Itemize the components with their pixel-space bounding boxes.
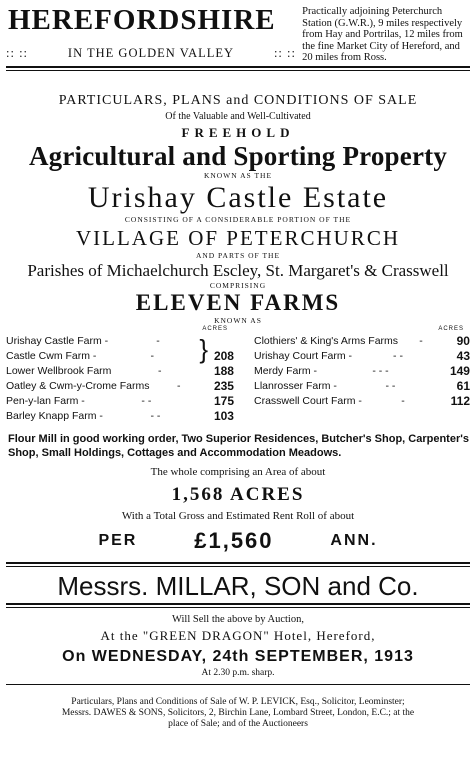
farm-name: Pen-y-lan Farm -: [6, 395, 85, 407]
farm-acres: 61: [456, 379, 470, 393]
header-rule: [6, 66, 470, 71]
freehold-line: FREEHOLD: [181, 124, 295, 140]
farm-name: Barley Knapp Farm -: [6, 410, 103, 422]
rent-amount: £1,560: [194, 527, 274, 553]
venue-line: At the "GREEN DRAGON" Hotel, Hereford,: [100, 627, 376, 643]
farm-dash: -: [157, 365, 162, 377]
farm-dash: -: [150, 350, 154, 362]
will-sell-line: Will Sell the above by Auction,: [172, 613, 304, 625]
farm-row: [6, 409, 234, 424]
total-acres: 1,568 ACRES: [171, 483, 305, 505]
and-parts-line: AND PARTS OF THE: [195, 250, 281, 260]
auction-rule-top: [6, 562, 470, 567]
farm-dash: - -: [141, 395, 152, 407]
farm-dash: -: [156, 335, 160, 347]
known-as-line-2: KNOWN AS: [214, 315, 262, 325]
farm-acres: 149: [449, 364, 470, 378]
county-title: HEREFORDSHIRE: [8, 4, 276, 36]
footer-line-1: Particulars, Plans and Conditions of Sale of W. P. LEVICK, Esq., Solicitor, Leominster;: [71, 696, 405, 707]
eleven-farms-title: ELEVEN FARMS: [135, 289, 341, 315]
farm-dash: - -: [150, 410, 161, 422]
farm-name: Lower Wellbrook Farm: [6, 365, 112, 377]
farms-right-column: [254, 326, 470, 424]
farm-name: Llanrosser Farm -: [254, 380, 337, 392]
farm-row: [6, 394, 234, 409]
farms-left-column: [6, 326, 234, 424]
farm-dash: - -: [393, 350, 403, 362]
property-title: Agricultural and Sporting Property: [28, 140, 448, 171]
comprising-line: COMPRISING: [209, 280, 267, 290]
farm-acres: 175: [213, 394, 234, 408]
footer-line-3: place of Sale; and of the Auctioneers: [168, 718, 308, 729]
farm-row: [254, 364, 470, 379]
consisting-line: CONSISTING OF A CONSIDERABLE PORTION OF THE: [124, 214, 352, 224]
farms-list: [6, 326, 470, 424]
farm-name: Urishay Court Farm -: [254, 350, 353, 362]
farm-dash: - - -: [372, 365, 389, 377]
village-title: VILLAGE OF PETERCHURCH: [75, 225, 400, 250]
farm-dash: -: [419, 335, 423, 347]
farm-acres: 103: [213, 409, 234, 423]
farm-dash: - -: [385, 380, 396, 392]
acres-header-right: ACRES: [438, 325, 464, 332]
header-left: [6, 4, 302, 61]
farm-name: Clothiers' & King's Arms Farms: [254, 335, 399, 347]
flour-mill-paragraph: Flour Mill in good working order, Two Superior Residences, Butcher's Shop, Carpenter's Shop, Small Holdings, Cottages and Accommodation Meadows.: [8, 432, 469, 459]
brace-mark: }: [199, 333, 208, 364]
farm-acres: 112: [450, 394, 470, 408]
ann-label: ANN.: [330, 531, 378, 549]
farm-name: Castle Cwm Farm -: [6, 350, 97, 362]
auctioneers-title: Messrs. MILLAR, SON and Co.: [57, 570, 419, 601]
footer-line-2: Messrs. DAWES & SONS, Solicitors, 2, Birchin Lane, Lombard Street, London, E.C.; at the: [61, 707, 415, 718]
estate-title: Urishay Castle Estate: [87, 180, 389, 214]
farm-name: Merdy Farm -: [254, 365, 317, 377]
valley-line: [6, 46, 296, 61]
farm-acres: 43: [456, 349, 470, 363]
farm-row: [6, 364, 234, 379]
farm-acres: 208: [213, 349, 234, 363]
location-note: Practically adjoining Peterchurch Station (G.W.R.), 9 miles respectively from Hay and Portrilas, 12 miles from the fine Market City of Hereford, and 20 miles from Ross.: [302, 6, 463, 63]
ornament-right: :: ::: [273, 46, 296, 60]
farm-row: [254, 379, 470, 394]
farm-row: [254, 349, 470, 364]
farm-name: Urishay Castle Farm -: [6, 335, 109, 347]
farm-row: [6, 379, 234, 394]
farm-dash: -: [177, 380, 181, 392]
farm-row: [254, 394, 470, 409]
ornament-left: :: ::: [6, 46, 29, 60]
acres-header-left: ACRES: [202, 325, 228, 332]
farm-acres: 188: [213, 364, 234, 378]
footer-rule: [6, 684, 470, 685]
header: [6, 0, 470, 64]
rent-amount-line: [70, 528, 406, 554]
parishes-line: Parishes of Michaelchurch Escley, St. Margaret's & Crasswell: [27, 260, 449, 280]
known-as-line: KNOWN AS THE: [203, 170, 273, 180]
particulars-line: PARTICULARS, PLANS and CONDITIONS OF SALE: [58, 92, 418, 108]
valley-text: IN THE GOLDEN VALLEY: [67, 46, 235, 60]
farm-name: Oatley & Cwm-y-Crome Farms: [6, 380, 150, 392]
auction-date: On WEDNESDAY, 24th SEPTEMBER, 1913: [62, 647, 414, 665]
rent-roll-line: With a Total Gross and Estimated Rent Roll of about: [121, 509, 355, 522]
farm-dash: -: [401, 395, 405, 407]
of-the-line: Of the Valuable and Well-Cultivated: [165, 110, 311, 122]
per-label: PER: [98, 531, 138, 549]
auction-time: At 2.30 p.m. sharp.: [201, 667, 275, 678]
farm-name: Crasswell Court Farm -: [254, 395, 362, 407]
farm-row: [254, 334, 470, 349]
farm-acres: 235: [213, 379, 234, 393]
auction-rule-bottom: [6, 603, 470, 608]
farm-acres: 90: [456, 334, 470, 348]
footer-text: [6, 697, 470, 730]
whole-comprising-line: The whole comprising an Area of about: [150, 465, 326, 478]
